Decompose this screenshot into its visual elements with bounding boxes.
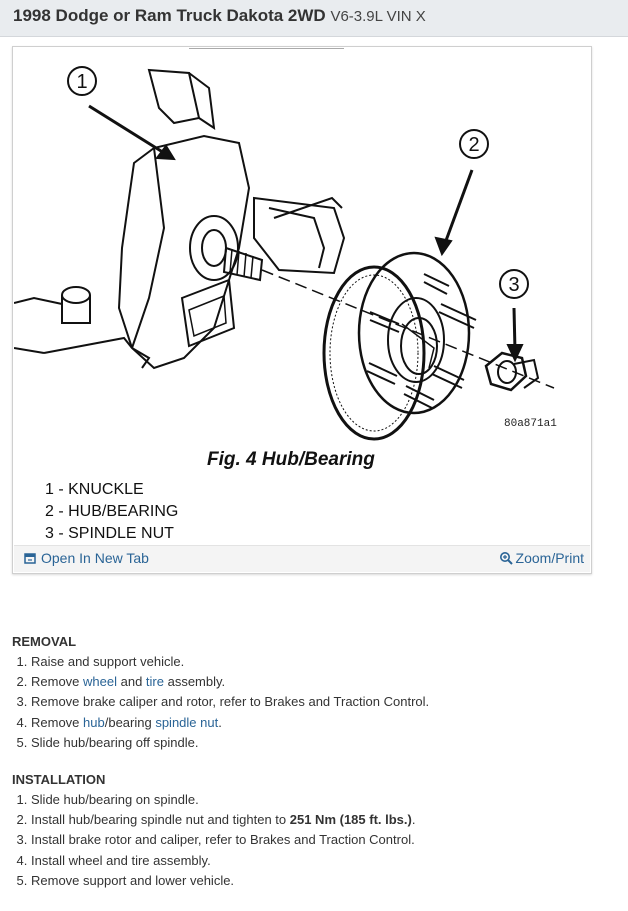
figure-card (12, 46, 592, 574)
zoom-print-link[interactable] (499, 550, 584, 566)
torque-spec: 251 Nm (185 ft. lbs.) (289, 812, 412, 828)
wheel-link[interactable]: wheel (83, 674, 117, 690)
open-in-new-tab-label: Open In New Tab (41, 550, 149, 566)
zoom-icon (499, 551, 513, 565)
figure-legend (45, 479, 178, 545)
hub-bearing-drawing (14, 48, 590, 546)
figure-caption: Fig. 4 Hub/Bearing (207, 449, 375, 470)
list-item: 3. Install brake rotor and caliper, refer to Brakes and Traction Control. (31, 830, 612, 850)
legend-item-spindle-nut: 3 - SPINDLE NUT (45, 525, 174, 542)
figure-code: 80a871a1 (504, 418, 557, 430)
installation-heading: INSTALLATION (12, 772, 106, 788)
tire-link[interactable]: tire (145, 674, 164, 690)
callout-3: 3 (508, 274, 520, 296)
page-title (13, 6, 426, 26)
callout-2: 2 (468, 134, 480, 156)
vehicle-title: 1998 Dodge or Ram Truck Dakota 2WD (13, 6, 326, 25)
list-item: 1. Slide hub/bearing on spindle. (31, 790, 612, 810)
removal-steps (12, 652, 612, 753)
legend-item-knuckle: 1 - KNUCKLE (45, 481, 144, 498)
figure-toolbar (14, 545, 590, 572)
removal-heading: REMOVAL (12, 634, 77, 649)
procedure-content (12, 633, 612, 891)
list-item: 4. Remove hub/bearing spindle nut. (31, 713, 612, 733)
list-item: 4. Install wheel and tire assembly. (31, 851, 612, 871)
list-item: 2. Install hub/bearing spindle nut and tighten to 251 Nm (185 ft. lbs.). (31, 810, 612, 830)
list-item: 3. Remove brake caliper and rotor, refer to Brakes and Traction Control. (31, 692, 612, 712)
installation-steps (12, 790, 612, 891)
list-item: 2. Remove wheel and tire assembly. (31, 672, 612, 692)
page-header (0, 0, 628, 37)
open-in-new-tab-link[interactable] (24, 550, 149, 566)
zoom-print-label: Zoom/Print (515, 550, 584, 566)
new-tab-icon (24, 552, 36, 564)
callout-1: 1 (76, 71, 88, 93)
list-item: 5. Slide hub/bearing off spindle. (31, 733, 612, 753)
hub-link[interactable]: hub (83, 714, 105, 730)
list-item: 5. Remove support and lower vehicle. (31, 871, 612, 891)
engine-subtitle: V6-3.9L VIN X (330, 8, 426, 25)
list-item: 1. Raise and support vehicle. (31, 652, 612, 672)
legend-item-hub-bearing: 2 - HUB/BEARING (45, 503, 179, 520)
spindle-nut-link[interactable]: spindle nut (155, 714, 219, 730)
hub-bearing-illustration[interactable] (14, 48, 590, 546)
